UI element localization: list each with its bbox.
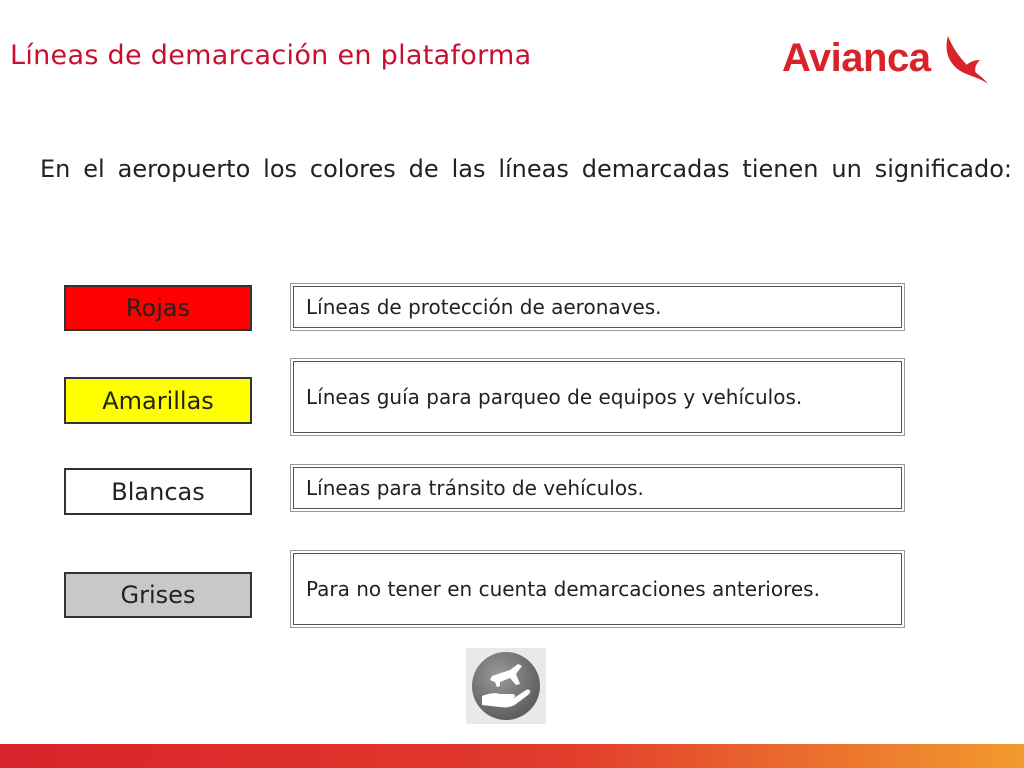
logo-wordmark: Avianca (782, 36, 931, 80)
footer-icon-tile (466, 648, 546, 724)
bottom-gradient-bar (0, 744, 1024, 768)
airplane-hand-icon (470, 650, 542, 722)
avianca-logo (780, 30, 990, 88)
label-blancas: Blancas (64, 468, 252, 515)
description-blancas: Líneas para tránsito de vehículos. (293, 467, 902, 509)
slide-title: Líneas de demarcación en plataforma (10, 40, 532, 71)
description-amarillas: Líneas guía para parqueo de equipos y vehículos. (293, 361, 902, 433)
intro-paragraph: En el aeropuerto los colores de las líneas demarcadas tienen un significado: (40, 155, 1012, 183)
label-amarillas: Amarillas (64, 377, 252, 424)
avianca-wing-icon (934, 32, 990, 86)
description-grises: Para no tener en cuenta demarcaciones anteriores. (293, 553, 902, 625)
label-rojas: Rojas (64, 285, 252, 331)
label-grises: Grises (64, 572, 252, 618)
description-rojas: Líneas de protección de aeronaves. (293, 286, 902, 328)
